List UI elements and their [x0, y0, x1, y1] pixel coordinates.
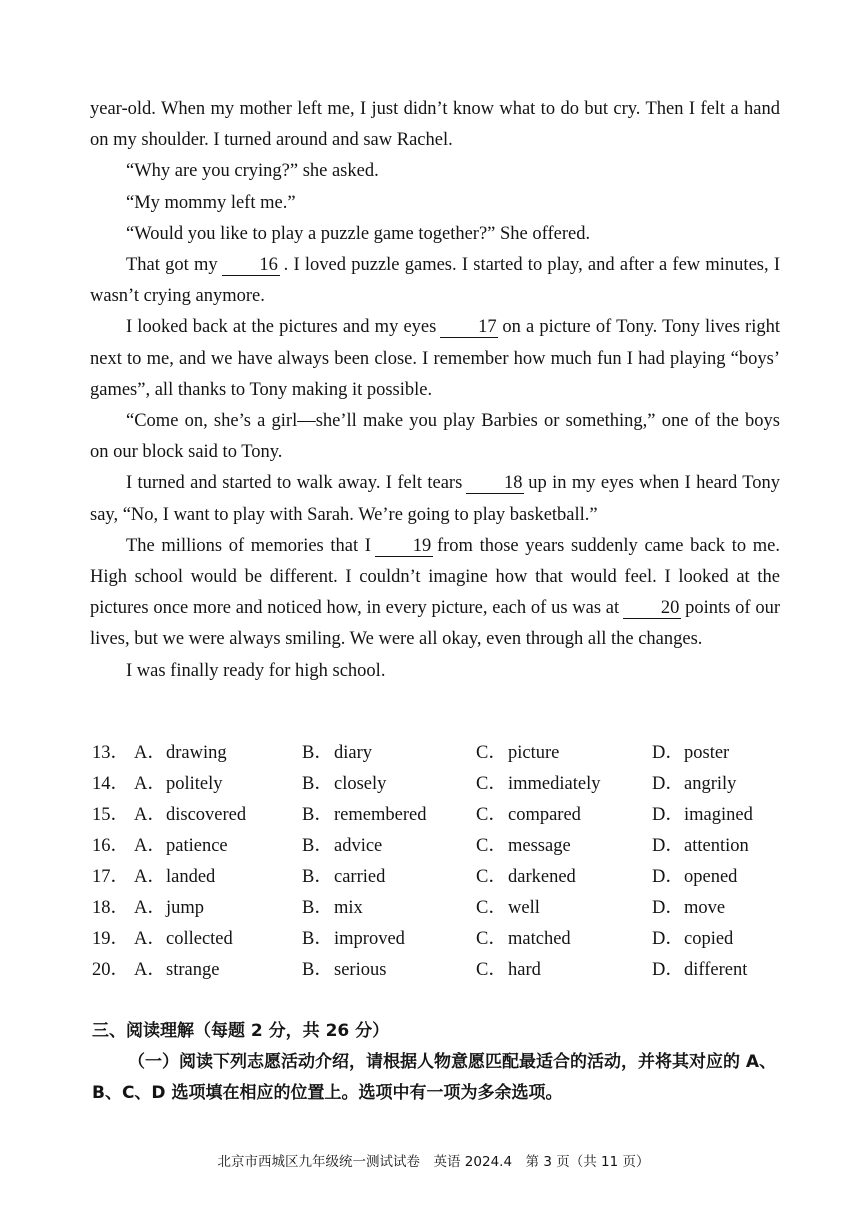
option-letter: C． — [476, 898, 507, 918]
option-text: jump — [166, 898, 205, 918]
option-letter: A． — [134, 960, 166, 980]
option-text: diary — [334, 743, 373, 763]
paragraph: “Would you like to play a puzzle game together?” She offered. — [126, 223, 591, 244]
option-letter: A． — [134, 774, 166, 794]
paragraph: That got my 16 . I loved puzzle games. I started to play, and after a few minutes, I wasn’t crying anymore. — [90, 255, 780, 307]
option-letter: B． — [302, 867, 333, 887]
option-b — [302, 893, 363, 919]
option-row — [92, 800, 782, 831]
option-text: strange — [166, 960, 220, 980]
question-number: 17． — [92, 867, 130, 887]
option-b — [302, 738, 372, 764]
option-d — [652, 893, 725, 919]
option-text: carried — [334, 867, 386, 887]
option-b — [302, 769, 386, 795]
question-number: 14． — [92, 774, 130, 794]
option-b — [302, 831, 382, 857]
option-text: copied — [684, 929, 734, 949]
question-number: 15． — [92, 805, 130, 825]
option-b — [302, 924, 405, 950]
option-row — [92, 862, 782, 893]
question-number: 19． — [92, 929, 130, 949]
option-text: discovered — [166, 805, 247, 825]
option-b — [302, 800, 426, 826]
option-text: message — [508, 836, 571, 856]
option-text: patience — [166, 836, 228, 856]
option-a — [134, 862, 215, 888]
option-text: matched — [508, 929, 571, 949]
option-c — [476, 955, 541, 981]
option-letter: B． — [302, 836, 333, 856]
option-c — [476, 800, 581, 826]
answer-options — [92, 738, 782, 986]
option-b — [302, 862, 385, 888]
option-row — [92, 769, 782, 800]
option-a — [134, 955, 219, 981]
option-letter: D． — [652, 929, 684, 949]
blank-20: 20 — [623, 598, 681, 619]
option-text: remembered — [334, 805, 427, 825]
option-letter: C． — [476, 774, 507, 794]
option-b — [302, 955, 386, 981]
option-letter: B． — [302, 774, 333, 794]
option-text: picture — [508, 743, 560, 763]
question-number: 16． — [92, 836, 130, 856]
paragraph: I looked back at the pictures and my eyes 17 on a picture of Tony. Tony lives right next to me, and we have always been close. I remember how much fun I had playing “boys’ games”, all thanks to Tony making it possible. — [90, 317, 781, 400]
paragraph: I turned and started to walk away. I felt tears 18 up in my eyes when I heard Tony say, “No, I want to play with Sarah. We’re going to play basketball.” — [90, 473, 780, 525]
option-d — [652, 769, 736, 795]
paragraph: “My mommy left me.” — [126, 192, 296, 213]
question-number: 18． — [92, 898, 130, 918]
option-letter: D． — [652, 774, 684, 794]
paragraph: I was finally ready for high school. — [126, 660, 386, 681]
option-text: serious — [334, 960, 387, 980]
paragraph: “Come on, she’s a girl—she’ll make you play Barbies or something,” one of the boys on our block said to Tony. — [90, 411, 780, 463]
option-d — [652, 831, 749, 857]
option-letter: C． — [476, 960, 507, 980]
question-number: 13． — [92, 743, 130, 763]
option-text: darkened — [508, 867, 576, 887]
option-text: landed — [166, 867, 216, 887]
option-c — [476, 831, 571, 857]
option-a — [134, 769, 223, 795]
section-instruction: （一）阅读下列志愿活动介绍，请根据人物意愿匹配最适合的活动，并将其对应的 A、B、C、D 选项填在相应的位置上。选项中有一项为多余选项。 — [92, 1052, 777, 1103]
option-text: attention — [684, 836, 749, 856]
option-text: opened — [684, 867, 738, 887]
option-row — [92, 738, 782, 769]
option-text: move — [684, 898, 726, 918]
option-d — [652, 862, 737, 888]
option-text: immediately — [508, 774, 601, 794]
question-number: 20． — [92, 960, 130, 980]
option-c — [476, 893, 540, 919]
blank-18: 18 — [466, 473, 524, 494]
option-letter: D． — [652, 867, 684, 887]
option-c — [476, 769, 600, 795]
option-letter: B． — [302, 929, 333, 949]
option-text: hard — [508, 960, 541, 980]
option-text: collected — [166, 929, 233, 949]
option-letter: D． — [652, 960, 684, 980]
option-letter: A． — [134, 898, 166, 918]
option-c — [476, 862, 576, 888]
option-letter: A． — [134, 836, 166, 856]
option-text: mix — [334, 898, 363, 918]
blank-17: 17 — [440, 317, 498, 338]
option-letter: B． — [302, 898, 333, 918]
option-letter: A． — [134, 929, 166, 949]
option-d — [652, 955, 747, 981]
option-letter: C． — [476, 867, 507, 887]
page-footer: 北京市西城区九年级统一测试试卷 英语 2024.4 第 3 页（共 11 页） — [217, 1154, 650, 1170]
option-text: closely — [334, 774, 387, 794]
option-a — [134, 893, 204, 919]
option-row — [92, 924, 782, 955]
option-c — [476, 738, 559, 764]
option-text: compared — [508, 805, 581, 825]
option-letter: D． — [652, 898, 684, 918]
option-letter: A． — [134, 743, 166, 763]
option-letter: D． — [652, 743, 684, 763]
option-d — [652, 924, 733, 950]
option-letter: C． — [476, 836, 507, 856]
reading-section — [92, 1016, 782, 1109]
option-text: politely — [166, 774, 223, 794]
option-text: angrily — [684, 774, 737, 794]
option-letter: D． — [652, 836, 684, 856]
option-letter: B． — [302, 805, 333, 825]
option-a — [134, 738, 227, 764]
option-text: drawing — [166, 743, 227, 763]
option-c — [476, 924, 571, 950]
option-text: different — [684, 960, 748, 980]
option-letter: C． — [476, 805, 507, 825]
option-letter: A． — [134, 805, 166, 825]
paragraph: year-old. When my mother left me, I just didn’t know what to do but cry. Then I felt a hand on my shoulder. I turned around and saw Rachel. — [90, 99, 780, 151]
option-a — [134, 800, 246, 826]
option-letter: B． — [302, 960, 333, 980]
option-text: well — [508, 898, 540, 918]
option-row — [92, 955, 782, 986]
option-text: advice — [334, 836, 383, 856]
option-a — [134, 831, 228, 857]
blank-16: 16 — [222, 255, 280, 276]
option-d — [652, 800, 753, 826]
option-letter: C． — [476, 929, 507, 949]
option-letter: B． — [302, 743, 333, 763]
option-letter: D． — [652, 805, 684, 825]
option-a — [134, 924, 233, 950]
option-text: improved — [334, 929, 405, 949]
option-d — [652, 738, 729, 764]
option-letter: C． — [476, 743, 507, 763]
option-text: poster — [684, 743, 730, 763]
paragraph: “Why are you crying?” she asked. — [126, 161, 379, 182]
option-text: imagined — [684, 805, 753, 825]
paragraph: The millions of memories that I 19 from those years suddenly came back to me. High school would be different. I couldn’t imagine how that would feel. I looked at the pictures once more and noticed how, in every picture, each of us was at 20 points of our lives, but we were always smiling. We were all okay, even through all the changes. — [90, 535, 780, 650]
option-letter: A． — [134, 867, 166, 887]
blank-19: 19 — [375, 536, 433, 557]
reading-passage — [90, 94, 780, 687]
section-heading: 三、阅读理解（每题 2 分，共 26 分） — [92, 1021, 390, 1041]
option-row — [92, 831, 782, 862]
option-row — [92, 893, 782, 924]
